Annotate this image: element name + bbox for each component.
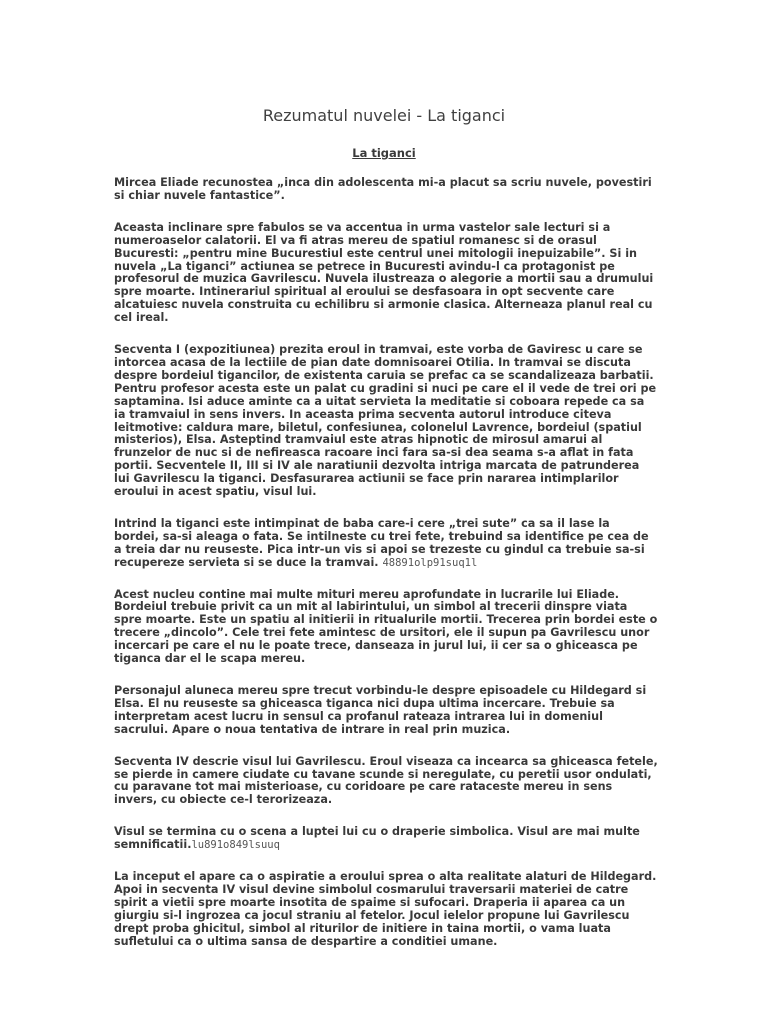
paragraph-1 xyxy=(114,177,658,203)
page-title: Rezumatul nuvelei - La tiganci xyxy=(262,106,506,125)
document-body xyxy=(114,177,658,968)
paragraph-text: La inceput el apare ca o aspiratie a eroului sprea o alta realitate alaturi de Hildegard. Apoi in secventa IV visul devine simbolul cosmarului traversarii materiei de catre spirit a vietii spre moarte insotita de spaime si sufocari. Draperia ii aparea ca un giurgiu si-l ingrozea ca jocul straniu al fetelor. Jocul ielelor propune lui Gavrilescu drept proba ghicitul, simbol al riturilor de initiere in taina mortii, o vama luata sufletului ca o ultima sansa de despartire a conditiei umane. xyxy=(114,870,657,948)
paragraph-text: Mircea Eliade recunostea „inca din adolescenta mi-a placut sa scriu nuvele, povestiri si chiar nuvele fantastice”. xyxy=(114,176,652,202)
paragraph-text: Intrind la tiganci este intimpinat de baba care-i cere „trei sute” ca sa il lase la bordei, sa-si aleaga o fata. Se intilneste cu trei fete, trebuind sa identifice pe cea de a treia dar nu reuseste. Pica intr-un vis si apoi se trezeste cu gindul ca trebuie sa-si recupereze servieta si se duce la tramvai. xyxy=(114,516,649,569)
paragraph-9 xyxy=(114,871,658,948)
paragraph-2 xyxy=(114,222,658,325)
paragraph-code: lu891o849lsuuq xyxy=(191,839,280,852)
paragraph-text: Secventa I (expozitiunea) prezita eroul in tramvai, este vorba de Gaviresc u care se intorcea acasa de la lectiile de pian date domnisoarei Otilia. In tramvai se discuta despre bordeiul tigancilor, de existenta caruia se prefac ca se scandalizeaza barbatii. Pentru profesor acesta este un palat cu gradini si nuci pe care el il vede de trei ori pe saptamina. Isi aduce aminte ca a uitat servieta la meditatie si coboara repede ca sa ia tramvaiul in sens invers. In aceasta prima secventa autorul introduce citeva leitmotive: caldura mare, biletul, confesiunea, colonelul Lavrence, bordeiul (spatiul misterios), Elsa. Asteptind tramvaiul este atras hipnotic de mirosul amarui al frunzelor de nuc si de nefireasca racoare inci fara sa-si dea seama s-a aflat in fata portii. Secventele II, III si IV ale naratiunii dezvolta intriga marcata de patrunderea lui Gavrilescu la tiganci. Desfasurarea actiunii se face prin nararea intimplarilor eroului in acest spatiu, visul lui. xyxy=(114,343,657,499)
paragraph-7 xyxy=(114,756,658,808)
paragraph-5 xyxy=(114,589,658,666)
paragraph-text: Secventa IV descrie visul lui Gavrilescu. Eroul viseaza ca incearca sa ghiceasca fetele, se pierde in camere ciudate cu tavane scunde si neregulate, cu peretii usor ondulati, cu paravane tot mai misterioase, cu coridoare pe care rataceste mereu in sens invers, cu obiecte ce-l terorizeaza. xyxy=(114,754,658,807)
paragraph-8 xyxy=(114,826,658,852)
paragraph-text: Personajul aluneca mereu spre trecut vorbindu-le despre episoadele cu Hildegard si Elsa. El nu reuseste sa ghiceasca tiganca nici dupa ultima incercare. Trebuie sa interpretam acest lucru in sensul ca profanul rateaza intrarea lui in domeniul sacrului. Apare o noua tentativa de intrare in real prin muzica. xyxy=(114,684,647,736)
paragraph-4 xyxy=(114,518,658,570)
paragraph-code: 48891olp91suq1l xyxy=(382,556,478,569)
paragraph-text: Acest nucleu contine mai multe mituri mereu aprofundate in lucrarile lui Eliade. Bordeiul trebuie privit ca un mit al labirintului, un simbol al trecerii dinspre viata spre moarte. Este un spatiu al initierii in ritualurile mortii. Trecerea prin bordei este o trecere „dincolo”. Cele trei fete amintesc de ursitori, ele il supun pa Gavrilescu unor incercari pe care el nu le poate trece, danseaza in jurul lui, ii cer sa o ghiceasca pe tiganca dar el le scapa mereu. xyxy=(114,587,658,666)
paragraph-text: Visul se termina cu o scena a luptei lui cu o draperie simbolica. Visul are mai multe semnificatii. xyxy=(114,825,640,852)
paragraph-text: Aceasta inclinare spre fabulos se va accentua in urma vastelor sale lecturi si a numeroaselor calatorii. El va fi atras mereu de spatiul romanesc si de orasul Bucuresti: „pentru mine Bucurestiul este centrul unei mitologii inepuizabile”. Si in nuvela „La tiganci” actiunea se petrece in Bucuresti avindu-l ca protagonist pe profesorul de muzica Gavrilescu. Nuvela ilustreaza o alegorie a mortii sau a drumului spre moarte. Intinerariul spiritual al eroului se desfasoara in opt secvente care alcatuiesc nuvela construita cu echilibru si armonie clasica. Alterneaza planul real cu cel ireal. xyxy=(114,220,654,325)
paragraph-6 xyxy=(114,685,658,737)
section-subtitle: La tiganci xyxy=(352,146,416,160)
paragraph-3 xyxy=(114,344,658,499)
